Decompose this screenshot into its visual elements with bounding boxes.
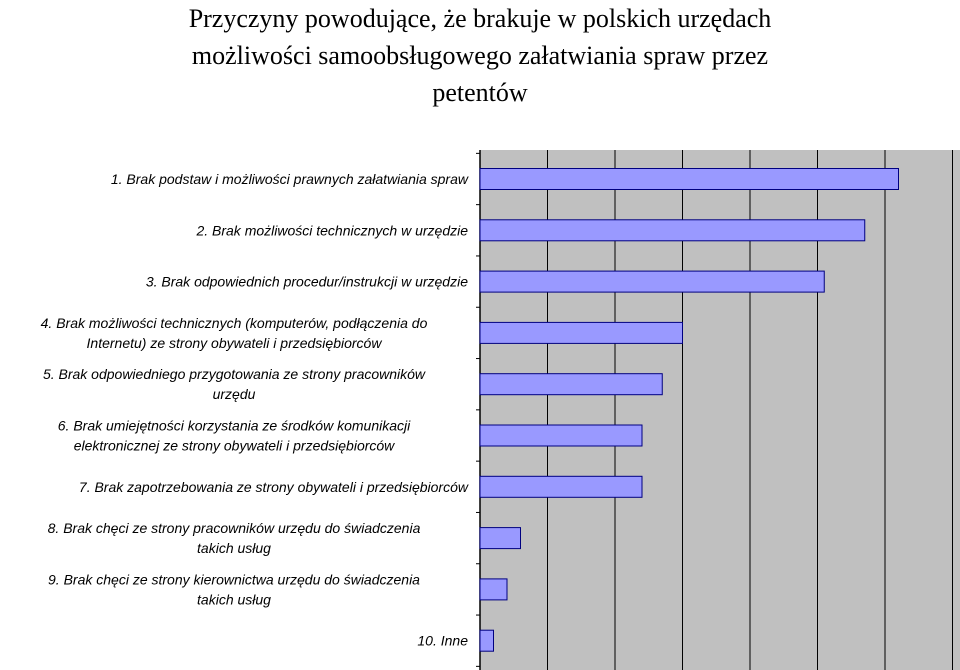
- category-label-line: 1. Brak podstaw i możliwości prawnych załatwiania spraw: [110, 171, 468, 187]
- category-label-line: 2. Brak możliwości technicznych w urzędzie: [196, 222, 468, 239]
- category-label-line: 4. Brak możliwości technicznych (komputerów, podłączenia do: [40, 314, 428, 331]
- bar-chart: [0, 150, 960, 670]
- category-label-line: 5. Brak odpowiedniego przygotowania ze strony pracowników: [42, 366, 426, 383]
- bar-1: [480, 169, 899, 190]
- category-label-line: 8. Brak chęci ze strony pracowników urzędu do świadczenia: [47, 520, 421, 537]
- category-label-line: 6. Brak umiejętności korzystania ze środków komunikacji: [57, 417, 411, 434]
- chart-title-line-2: możliwości samoobsługowego załatwiania spraw przez: [191, 41, 769, 70]
- bar-2: [480, 220, 865, 241]
- bar-3: [480, 271, 824, 292]
- bar-10: [480, 630, 494, 651]
- category-label-line: Internetu) ze strony obywateli i przedsiębiorców: [86, 334, 382, 351]
- bar-4: [480, 322, 683, 343]
- chart-frame: [0, 150, 960, 670]
- chart-title-line-3: petentów: [432, 78, 528, 107]
- chart-title: [0, 0, 960, 111]
- category-label-line: takich usług: [197, 540, 271, 557]
- bar-7: [480, 476, 642, 497]
- category-label-line: 9. Brak chęci ze strony kierownictwa urzędu do świadczenia: [48, 571, 420, 588]
- category-label-line: urzędu: [212, 386, 256, 403]
- category-label-line: 7. Brak zapotrzebowania ze strony obywateli i przedsiębiorców: [78, 478, 468, 495]
- category-label-line: elektronicznej ze strony obywateli i przedsiębiorców: [73, 437, 395, 454]
- bar-5: [480, 374, 662, 395]
- bar-8: [480, 528, 521, 549]
- bar-6: [480, 425, 642, 446]
- category-label-10: [417, 633, 468, 649]
- category-label-3: [146, 274, 468, 290]
- category-label-1: [111, 171, 469, 187]
- category-label-line: 10. Inne: [417, 632, 468, 649]
- chart-title-line-1: Przyczyny powodujące, że brakuje w polskich urzędach: [188, 4, 772, 33]
- bar-9: [480, 579, 507, 600]
- category-label-line: takich usług: [197, 591, 271, 608]
- category-label-7: [79, 479, 469, 495]
- category-label-line: 3. Brak odpowiednich procedur/instrukcji w urzędzie: [145, 273, 468, 290]
- category-label-2: [195, 222, 468, 238]
